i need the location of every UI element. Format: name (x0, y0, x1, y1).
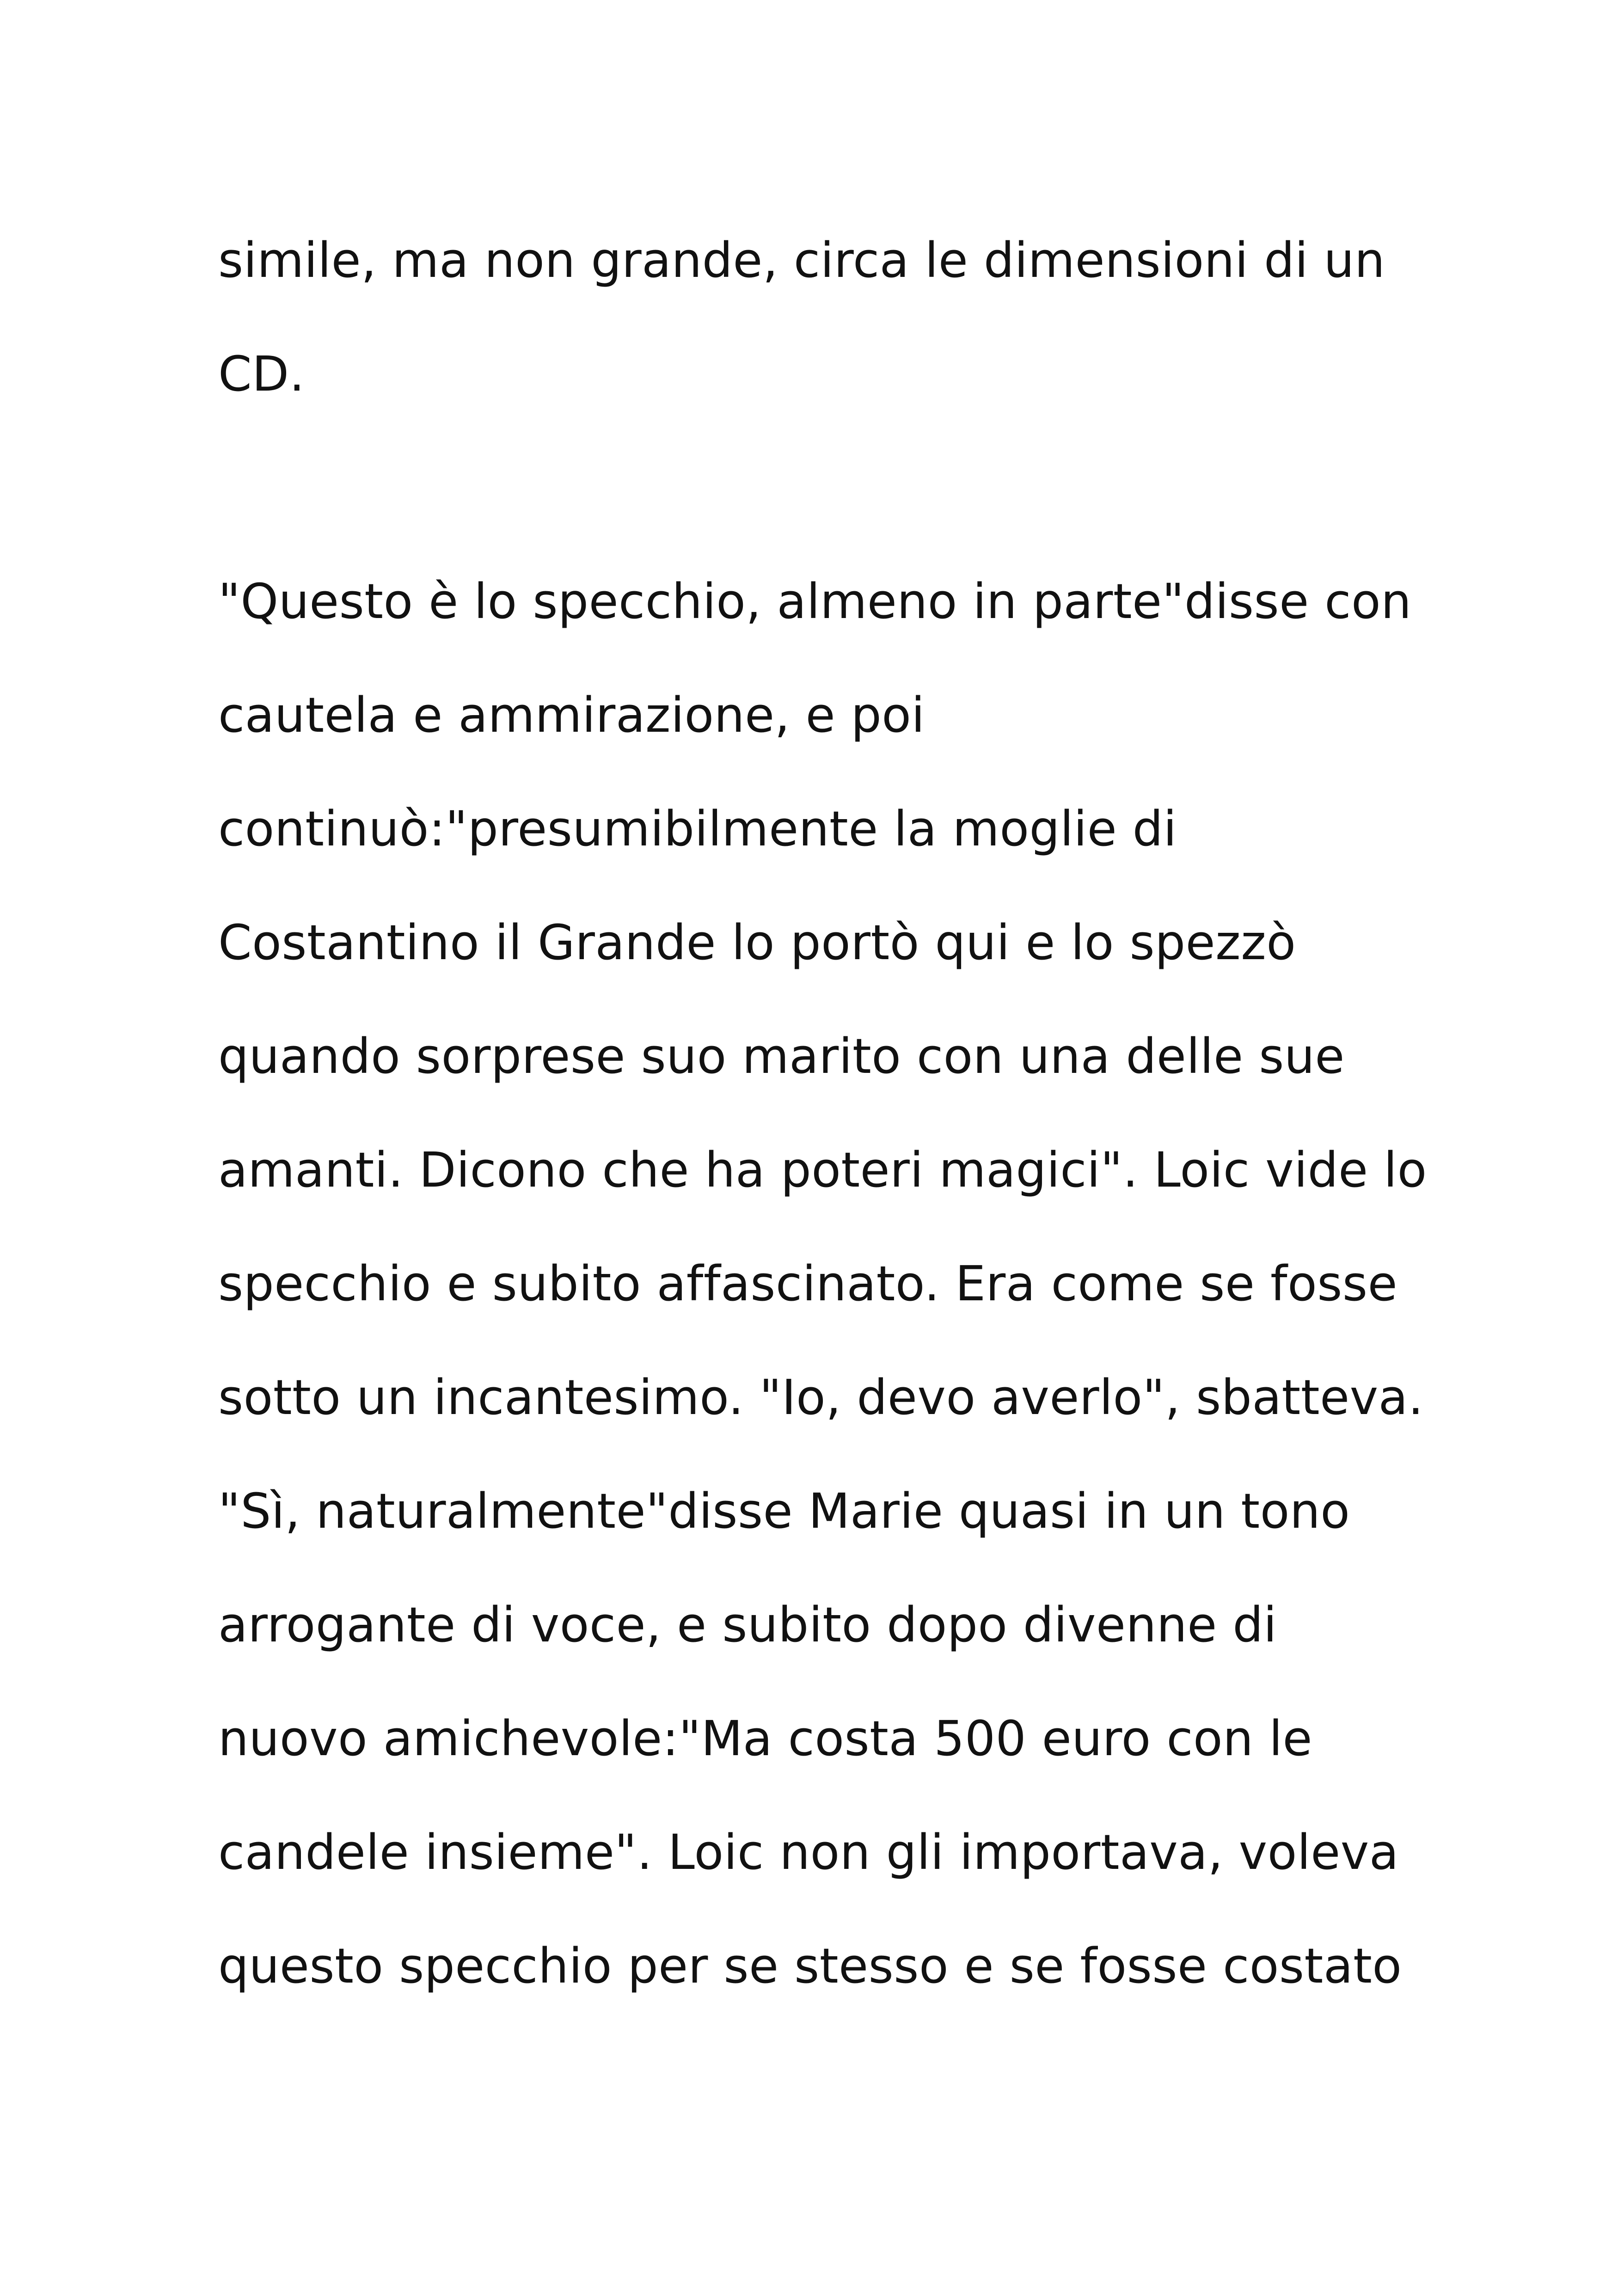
text-line: CD. (218, 346, 305, 402)
text-line: arrogante di voce, e subito dopo divenne di (218, 1597, 1277, 1653)
text-line: amanti. Dicono che ha poteri magici". Loic vide lo (218, 1142, 1427, 1198)
paragraph-1 (218, 203, 1466, 431)
text-line: continuò:"presumibilmente la moglie di (218, 801, 1177, 857)
text-line: cautela e ammirazione, e poi (218, 687, 925, 743)
text-line: Costantino il Grande lo portò qui e lo spezzò (218, 914, 1296, 971)
text-line: "Sì, naturalmente"disse Marie quasi in un tono (218, 1483, 1350, 1539)
text-line: candele insieme". Loic non gli importava, voleva (218, 1824, 1399, 1880)
paragraph-2 (218, 545, 1466, 2023)
text-line: nuovo amichevole:"Ma costa 500 euro con le (218, 1710, 1312, 1767)
paragraph-spacer (218, 431, 1466, 545)
text-line: questo specchio per se stesso e se fosse costato (218, 1938, 1402, 1994)
text-line: "Questo è lo specchio, almeno in parte"disse con (218, 573, 1412, 630)
text-line: simile, ma non grande, circa le dimensioni di un (218, 232, 1385, 288)
text-line: specchio e subito affascinato. Era come se fosse (218, 1255, 1398, 1312)
body-text (218, 203, 1466, 2023)
text-line: sotto un incantesimo. "Io, devo averlo", sbatteva. (218, 1369, 1424, 1426)
text-line: quando sorprese suo marito con una delle sue (218, 1028, 1345, 1084)
